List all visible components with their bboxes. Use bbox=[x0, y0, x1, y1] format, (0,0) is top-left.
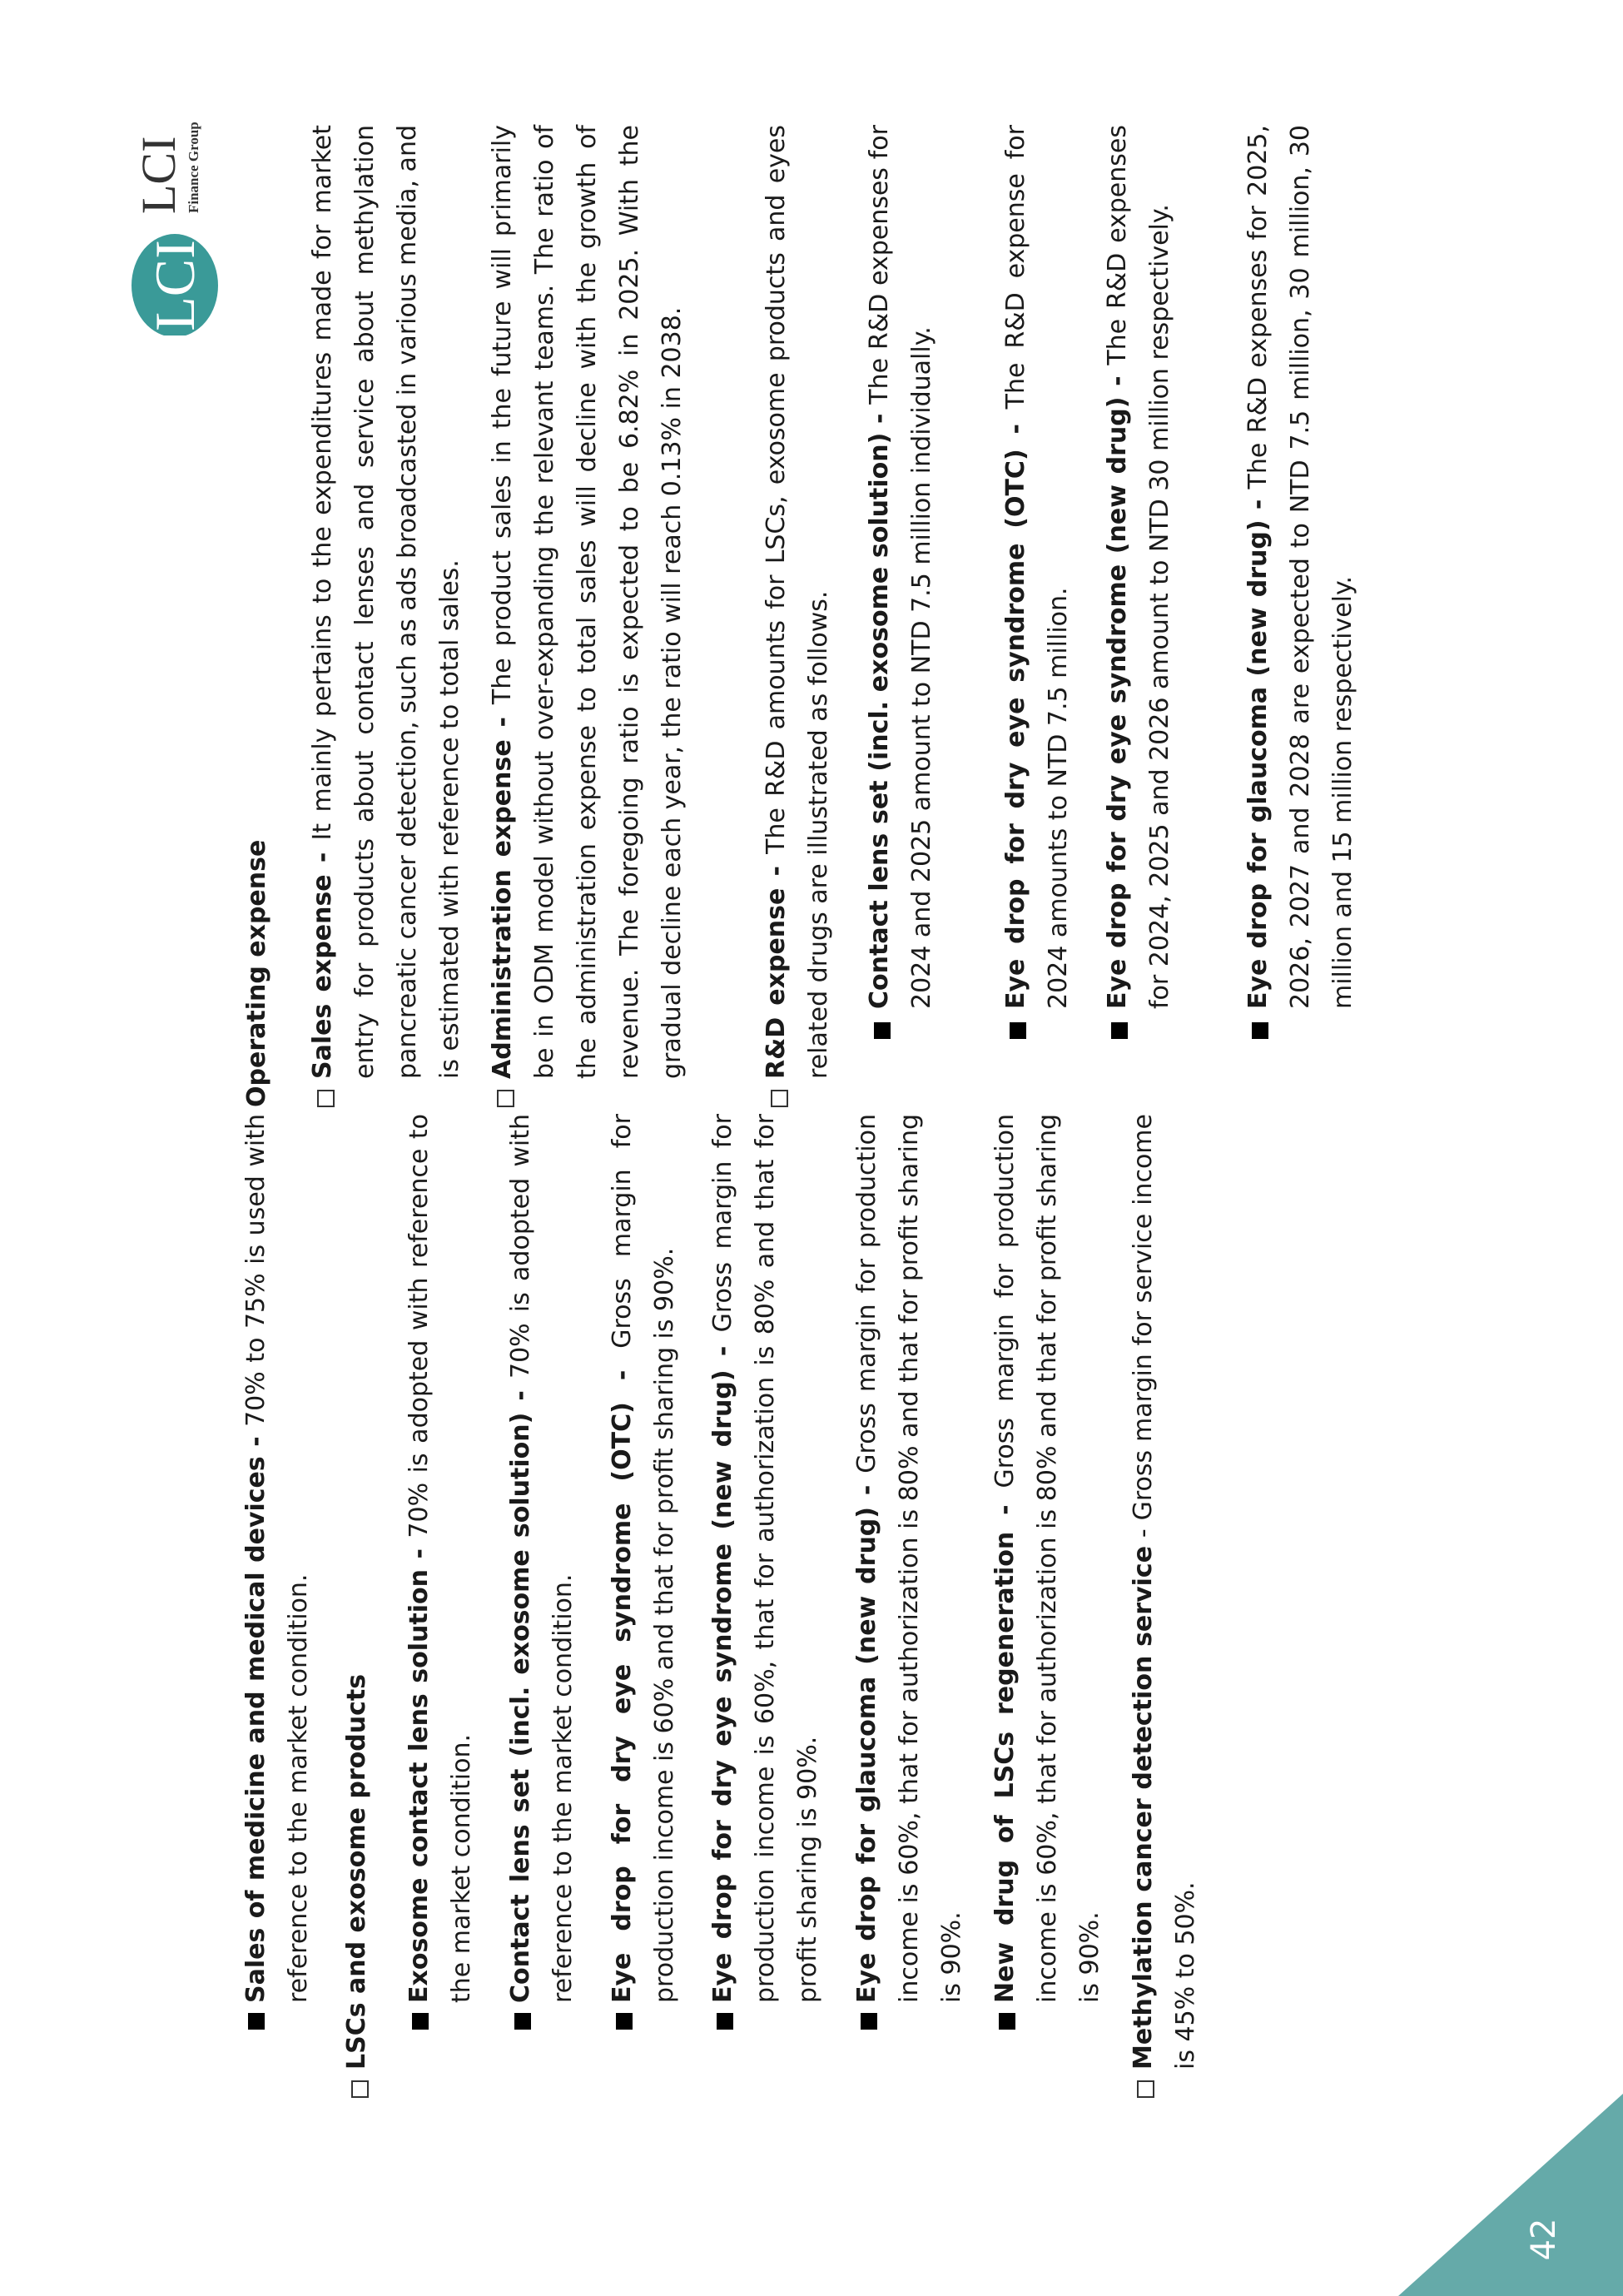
item-title: Eye drop for glaucoma (new drug) - bbox=[1243, 489, 1273, 1009]
section-text: The product sales in the future will primarily be in ODM model without over-expanding the relevant teams. The ratio of the administration expense to total sales will decline with the growth of revenue. The foregoing ratio is expected to be 6.82% in 2025. With the gradual decline each year, the ratio will reach 0.13% in 2038. bbox=[488, 125, 687, 1079]
section-text: It mainly pertains to the expenditures made for market entry for products about contact lenses and service about methylation pancreatic cancer detection, such as ads broadcasted in various media, and is estimated with reference to total sales. bbox=[308, 125, 464, 1079]
section-text: - Gross margin for service income is 45% to 50%. bbox=[1129, 1114, 1200, 2070]
section-title: Methylation cancer detection service bbox=[1129, 1545, 1158, 2070]
item-text: 70% is adopted with reference to the market condition. bbox=[506, 1114, 578, 2003]
item-title: Contact lens set (incl. exosome solution) - bbox=[865, 404, 894, 1009]
section-title: Administration expense - bbox=[488, 704, 517, 1079]
item-title: Eye drop for dry eye syndrome (new drug) - bbox=[708, 1332, 737, 2003]
logo-name: LCI bbox=[132, 136, 186, 214]
item-text: The R&D expense for 2024 amounts to NTD 7.5 million. bbox=[1001, 125, 1073, 1009]
item-text: Gross margin for production income is 60% and that for profit sharing is 90%. bbox=[608, 1114, 679, 2003]
item-text: Gross margin for production income is 60%, that for authorization is 80% and that for profit sharing is 90%. bbox=[708, 1114, 822, 2003]
corner-triangle bbox=[1398, 2094, 1623, 2296]
item-text: Gross margin for production income is 60%, that for authorization is 80% and that for profit sharing is 90%. bbox=[990, 1114, 1104, 2003]
item-text: Gross margin for production income is 60%, that for authorization is 80% and that for profit sharing is 90%. bbox=[852, 1113, 966, 2003]
section-title: Sales expense - bbox=[308, 840, 337, 1079]
item-text: The R&D expenses for 2024 and 2025 amount to NTD 7.5 million individually. bbox=[865, 125, 936, 1009]
item-text: The R&D expenses for 2024, 2025 and 2026 amount to NTD 30 million respectively. bbox=[1103, 125, 1174, 1009]
heading-text: Operating expense bbox=[242, 839, 271, 1107]
item-text: 70% to 75% is used with reference to the market condition. bbox=[241, 1113, 313, 2003]
item-title: Eye drop for dry eye syndrome (new drug) - bbox=[1103, 365, 1132, 1009]
page-number: 42 bbox=[1525, 2218, 1563, 2261]
item-title: Contact lens set (incl. exosome solution) - bbox=[506, 1379, 535, 2003]
item-title: Sales of medicine and medical devices - bbox=[241, 1426, 270, 2003]
item-title: Exosome contact lens solution - bbox=[405, 1538, 434, 2003]
item-title: New drug of LSCs regeneration - bbox=[990, 1488, 1020, 2003]
item-title: Eye drop for dry eye syndrome (OTC) - bbox=[1001, 409, 1030, 1009]
logo-mark: LCI bbox=[143, 240, 206, 331]
item-title: Eye drop for dry eye syndrome (OTC) - bbox=[608, 1348, 637, 2003]
item-text: The R&D expenses for 2025, 2026, 2027 and 2028 are expected to NTD 7.5 million, 30 million, 30 million and 15 million respectively. bbox=[1243, 124, 1357, 1009]
item-text: 70% is adopted with reference to the market condition. bbox=[405, 1114, 476, 2003]
section-title: R&D expense - bbox=[762, 853, 791, 1079]
logo-subtitle: Finance Group bbox=[186, 122, 201, 213]
section-text: The R&D amounts for LSCs, exosome products and eyes related drugs are illustrated as follows. bbox=[762, 125, 833, 1079]
section-title: LSCs and exosome products bbox=[342, 1673, 371, 2070]
item-title: Eye drop for glaucoma (new drug) - bbox=[852, 1473, 881, 2003]
